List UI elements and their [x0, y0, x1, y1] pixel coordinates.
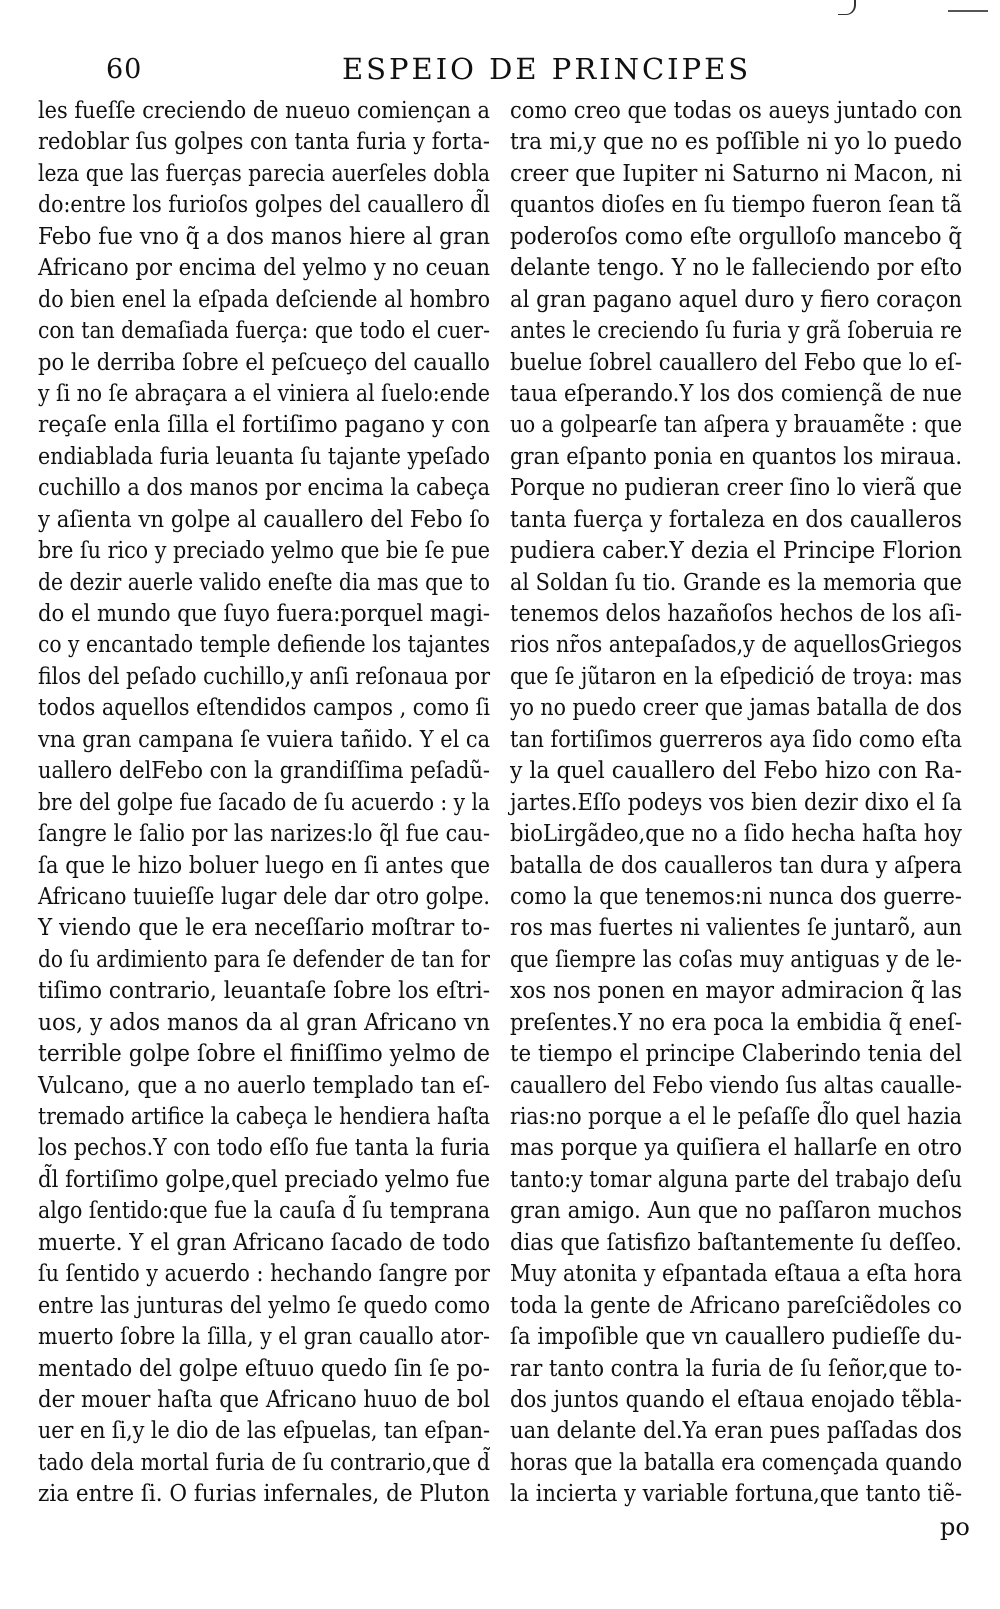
text-line: Febo fue vno q̃ a dos manos hiere al gran — [38, 223, 490, 250]
text-line: y ſi no ſe abraçara a el viniera al ſuelo:ende — [38, 380, 491, 407]
text-line: jartes.Eſſo podeys vos bien dezir dixo el ſa — [510, 789, 963, 816]
text-line: antes le creciendo ſu furia y grã ſoberuia re — [510, 318, 962, 345]
text-line: creer que Iupiter ni Saturno ni Macon, ni — [510, 160, 963, 187]
text-line: der mouer haſta que Africano huuo de bol — [38, 1386, 490, 1413]
text-line: con tan demaſiada fuerça: que todo el cuer- — [38, 318, 490, 345]
text-line: do el mundo que ſuyo fuera:porquel magi- — [38, 601, 490, 627]
text-line: do bien enel la eſpada deſciende al hombro — [38, 286, 491, 313]
text-line: Porque no pudieran creer ſino lo vierã que — [510, 475, 963, 502]
text-line: dias que ſatisfizo baſtantemente ſu deſſeo. — [510, 1229, 962, 1256]
text-line: delante tengo. Y no le falleciendo por eſto — [510, 255, 963, 282]
text-line: al gran pagano aquel duro y fiero coraçon — [510, 286, 962, 313]
text-line: Vulcano, que a no auerlo templado tan eſ- — [38, 1072, 490, 1099]
text-line: do:entre los furioſos golpes del cauallero d̃l — [38, 192, 490, 219]
text-line: ros mas fuertes ni valientes ſe juntarõ, aun — [510, 915, 963, 942]
text-line: terrible golpe ſobre el finiſſimo yelmo de — [38, 1041, 490, 1068]
text-line: muerto ſobre la ſilla, y el gran cauallo ator- — [38, 1324, 490, 1351]
text-line: tado dela mortal furia de ſu contrario,que d̃ — [38, 1449, 490, 1476]
text-line: buelue ſobrel cauallero del Febo que lo eſ- — [510, 349, 963, 376]
text-column-right — [510, 96, 962, 1511]
text-line: Africano por encima del yelmo y no ceuan — [38, 255, 491, 282]
text-line: xos nos ponen en mayor admiracion q̃ las — [510, 978, 963, 1005]
text-line: todos aquellos eſtendidos campos , como ſi — [38, 695, 490, 722]
text-line: ſu ſentido y acuerdo : hechando ſangre por — [38, 1261, 490, 1288]
text-line: toda la gente de Africano pareſciẽdoles co — [510, 1292, 963, 1319]
text-line: uallero delFebo con la grandiſſima peſadũ- — [38, 758, 491, 785]
text-line: do ſu ardimiento para ſe defender de tan for — [38, 946, 491, 973]
text-line: uan delante del.Ya eran pues paſſadas dos — [510, 1418, 962, 1445]
text-line: Muy atonita y eſpantada eſtaua a eſta hora — [510, 1261, 962, 1288]
text-line: la incierta y variable fortuna,que tanto tiẽ- — [510, 1481, 963, 1508]
text-line: los pechos.Y con todo eſſo fue tanta la furia — [38, 1135, 491, 1162]
text-line: como creo que todas os aueys juntado con — [510, 98, 963, 124]
text-line: bre del golpe fue ſacado de ſu acuerdo : y la — [38, 789, 490, 816]
text-line: yo no puedo creer que jamas batalla de dos — [510, 695, 963, 722]
text-line: po le derriba ſobre el peſcueço del cauallo — [38, 349, 490, 376]
text-line: bioLirgãdeo,que no a ſido hecha haſta hoy — [510, 821, 962, 848]
text-line: que ſiempre las coſas muy antiguas y de le- — [510, 946, 962, 973]
page-corner-mark — [838, 0, 856, 15]
text-line: uer en ſi,y le dio de las eſpuelas, tan eſpan- — [38, 1418, 491, 1445]
text-line: horas que la batalla era començada quando — [510, 1449, 962, 1476]
text-line: tra mi,y que no es poſſible ni yo lo puedo — [510, 129, 963, 156]
text-line: d̃l fortiſimo golpe,quel preciado yelmo fue — [38, 1166, 490, 1193]
text-line: tiſimo contrario, leuantaſe ſobre los eſtri- — [38, 978, 490, 1005]
text-line: entre las junturas del yelmo ſe quedo como — [38, 1292, 490, 1319]
text-line: endiablada furia leuanta ſu tajante ypeſado — [38, 443, 490, 470]
text-line: ſa impoſible que vn cauallero pudieſſe du- — [510, 1324, 962, 1351]
text-line: uo a golpearſe tan aſpera y brauamẽte : que — [510, 412, 963, 439]
text-line: rios nr̃os antepaſados,y de aquellosGriegos — [510, 632, 963, 659]
text-line: te tiempo el principe Claberindo tenia del — [510, 1041, 962, 1068]
text-line: leza que las fuerças parecia auerſeles dobla — [38, 160, 490, 187]
text-line: tenemos delos hazañoſos hechos de los aſi- — [510, 601, 962, 627]
text-line: cuchillo a dos manos por encima la cabeça — [38, 475, 491, 502]
text-line: muerte. Y el gran Africano ſacado de todo — [38, 1229, 491, 1256]
text-line: reçaſe enla ſilla el fortiſimo pagano y con — [38, 412, 491, 439]
text-line: y la quel cauallero del Febo hizo con Ra- — [510, 758, 963, 785]
text-line: cauallero del Febo viendo ſus altas caualle- — [510, 1072, 963, 1099]
page-edge-mark — [948, 10, 988, 12]
text-line: les fueſſe creciendo de nueuo comiençan a — [38, 98, 490, 124]
text-line: pudiera caber.Y dezia el Principe Florion — [510, 538, 963, 565]
text-line: poderoſos como eſte orgulloſo mancebo q̃ — [510, 223, 963, 250]
catchword: po — [940, 1513, 970, 1541]
text-line: co y encantado temple defiende los tajantes — [38, 632, 491, 659]
text-line: ſa que le hizo boluer luego en ſi antes que — [38, 852, 490, 879]
text-line: taua eſperando.Y los dos comiençã de nue — [510, 380, 963, 407]
text-line: que ſe jũtaron en la eſpedició de troya: mas — [510, 663, 962, 690]
text-line: Y viendo que le era neceſſario moſtrar to- — [38, 915, 490, 942]
text-line: y aſienta vn golpe al cauallero del Febo ſo — [38, 506, 490, 533]
text-line: rar tanto contra la furia de ſu ſeñor,que to- — [510, 1355, 963, 1382]
text-line: tremado artifice la cabeça le hendiera haſta — [38, 1104, 491, 1130]
text-line: tanta fuerça y fortaleza en dos caualleros — [510, 506, 963, 533]
text-line: algo ſentido:que fue la cauſa d̃ ſu temprana — [38, 1198, 491, 1225]
text-line: preſentes.Y no era poca la embidia q̃ eneſ- — [510, 1009, 962, 1036]
text-line: filos del peſado cuchillo,y anſi reſonaua por — [38, 663, 491, 690]
text-line: mas porque ya quiſiera el hallarſe en otro — [510, 1135, 963, 1162]
text-line: gran amigo. Aun que no paſſaron muchos — [510, 1198, 962, 1225]
text-line: redoblar ſus golpes con tanta furia y forta- — [38, 129, 490, 156]
text-column-left — [38, 96, 490, 1511]
text-line: zia entre ſi. O furias infernales, de Pluton — [38, 1481, 491, 1508]
text-line: dos juntos quando el eſtaua enojado tẽbla- — [510, 1386, 963, 1413]
text-line: rias:no porque a el le peſaſſe d̃lo quel hazia — [510, 1104, 963, 1130]
running-title: ESPEIO DE PRINCIPES — [342, 52, 752, 86]
page-number: 60 — [106, 54, 143, 85]
text-line: tan fortiſimos guerreros aya ſido como eſta — [510, 726, 963, 753]
text-line: gran eſpanto ponia en quantos los miraua. — [510, 443, 962, 470]
text-line: ſangre le ſalio por las narizes:lo q̃l fue cau- — [38, 821, 491, 848]
text-line: Africano tuuieſſe lugar dele dar otro golpe. — [38, 883, 490, 910]
page-header — [0, 52, 1000, 92]
text-line: tanto:y tomar alguna parte del trabajo deſu — [510, 1166, 963, 1193]
text-line: de dezir auerle valido eneſte dia mas que to — [38, 569, 490, 596]
text-line: bre ſu rico y preciado yelmo que bie ſe pue — [38, 538, 490, 565]
text-line: al Soldan ſu tio. Grande es la memoria que — [510, 569, 963, 596]
text-line: como la que tenemos:ni nunca dos guerre- — [510, 883, 962, 910]
text-line: batalla de dos caualleros tan dura y aſpera — [510, 852, 963, 879]
text-line: mentado del golpe eſtuuo quedo ſin ſe po- — [38, 1355, 490, 1382]
text-line: vna gran campana ſe vuiera tañido. Y el ca — [38, 726, 491, 753]
text-line: quantos dioſes en ſu tiempo fueron ſean tã — [510, 192, 962, 219]
text-line: uos, y ados manos da al gran Africano vn — [38, 1009, 490, 1036]
